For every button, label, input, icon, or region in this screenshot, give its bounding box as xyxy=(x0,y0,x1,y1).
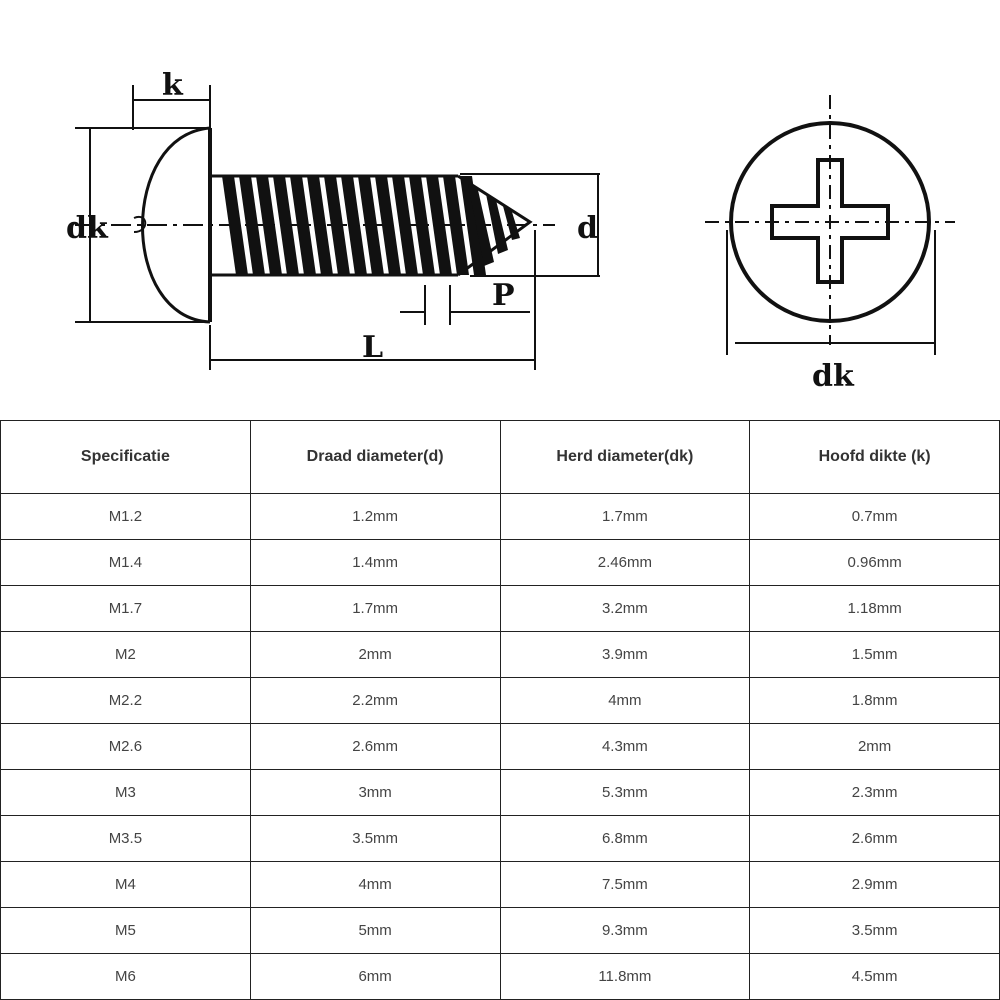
specification-table xyxy=(0,420,1000,1000)
table-row xyxy=(1,540,1000,586)
table-row xyxy=(1,678,1000,724)
table-cell: 3mm xyxy=(250,770,500,816)
table-cell: M2 xyxy=(1,632,251,678)
label-k: k xyxy=(162,68,183,103)
table-cell: 1.7mm xyxy=(250,586,500,632)
label-dk-top: dk xyxy=(812,359,854,394)
table-cell: 0.7mm xyxy=(750,494,1000,540)
table-cell: 2.9mm xyxy=(750,862,1000,908)
table-cell: 3.2mm xyxy=(500,586,750,632)
table-cell: 4.5mm xyxy=(750,954,1000,1000)
label-l: L xyxy=(362,330,384,365)
column-header: Draad diameter(d) xyxy=(250,421,500,494)
table-cell: 5mm xyxy=(250,908,500,954)
table-cell: 2.6mm xyxy=(250,724,500,770)
screw-dimension-diagram xyxy=(0,0,1000,420)
screw-top-view xyxy=(705,95,955,355)
table-row xyxy=(1,954,1000,1000)
table-cell: M2.6 xyxy=(1,724,251,770)
table-cell: 2mm xyxy=(750,724,1000,770)
table-cell: M1.7 xyxy=(1,586,251,632)
screw-drawing xyxy=(0,0,1000,420)
table-cell: M2.2 xyxy=(1,678,251,724)
table-cell: M1.4 xyxy=(1,540,251,586)
table-cell: 1.4mm xyxy=(250,540,500,586)
table-row xyxy=(1,816,1000,862)
table-row xyxy=(1,908,1000,954)
table-row xyxy=(1,632,1000,678)
table-cell: 4mm xyxy=(500,678,750,724)
table-cell: 3.9mm xyxy=(500,632,750,678)
label-p: P xyxy=(492,278,515,313)
label-dk-side: dk xyxy=(66,211,108,246)
column-header: Specificatie xyxy=(1,421,251,494)
table-cell: M3.5 xyxy=(1,816,251,862)
table-cell: 1.2mm xyxy=(250,494,500,540)
label-d: d xyxy=(577,211,598,246)
table-cell: 5.3mm xyxy=(500,770,750,816)
table-row xyxy=(1,770,1000,816)
table-cell: M1.2 xyxy=(1,494,251,540)
table-cell: 2.2mm xyxy=(250,678,500,724)
table-cell: 1.8mm xyxy=(750,678,1000,724)
table-cell: 3.5mm xyxy=(750,908,1000,954)
screw-threads xyxy=(222,176,520,275)
table-row xyxy=(1,586,1000,632)
table-cell: M4 xyxy=(1,862,251,908)
table-cell: 6mm xyxy=(250,954,500,1000)
table-row xyxy=(1,494,1000,540)
table-cell: M6 xyxy=(1,954,251,1000)
column-header: Herd diameter(dk) xyxy=(500,421,750,494)
table-cell: 9.3mm xyxy=(500,908,750,954)
table-cell: 7.5mm xyxy=(500,862,750,908)
table-cell: 4mm xyxy=(250,862,500,908)
table-cell: 6.8mm xyxy=(500,816,750,862)
table-cell: 3.5mm xyxy=(250,816,500,862)
table-cell: M5 xyxy=(1,908,251,954)
table-row xyxy=(1,862,1000,908)
column-header: Hoofd dikte (k) xyxy=(750,421,1000,494)
table-cell: 4.3mm xyxy=(500,724,750,770)
table-cell: 2mm xyxy=(250,632,500,678)
table-cell: 1.18mm xyxy=(750,586,1000,632)
table-cell: 2.3mm xyxy=(750,770,1000,816)
table-body xyxy=(1,494,1000,1000)
table-cell: 1.5mm xyxy=(750,632,1000,678)
table-cell: 0.96mm xyxy=(750,540,1000,586)
table-row xyxy=(1,724,1000,770)
table-cell: 1.7mm xyxy=(500,494,750,540)
table-cell: 2.6mm xyxy=(750,816,1000,862)
table-header-row xyxy=(1,421,1000,494)
table-cell: 2.46mm xyxy=(500,540,750,586)
table-cell: 11.8mm xyxy=(500,954,750,1000)
table-cell: M3 xyxy=(1,770,251,816)
